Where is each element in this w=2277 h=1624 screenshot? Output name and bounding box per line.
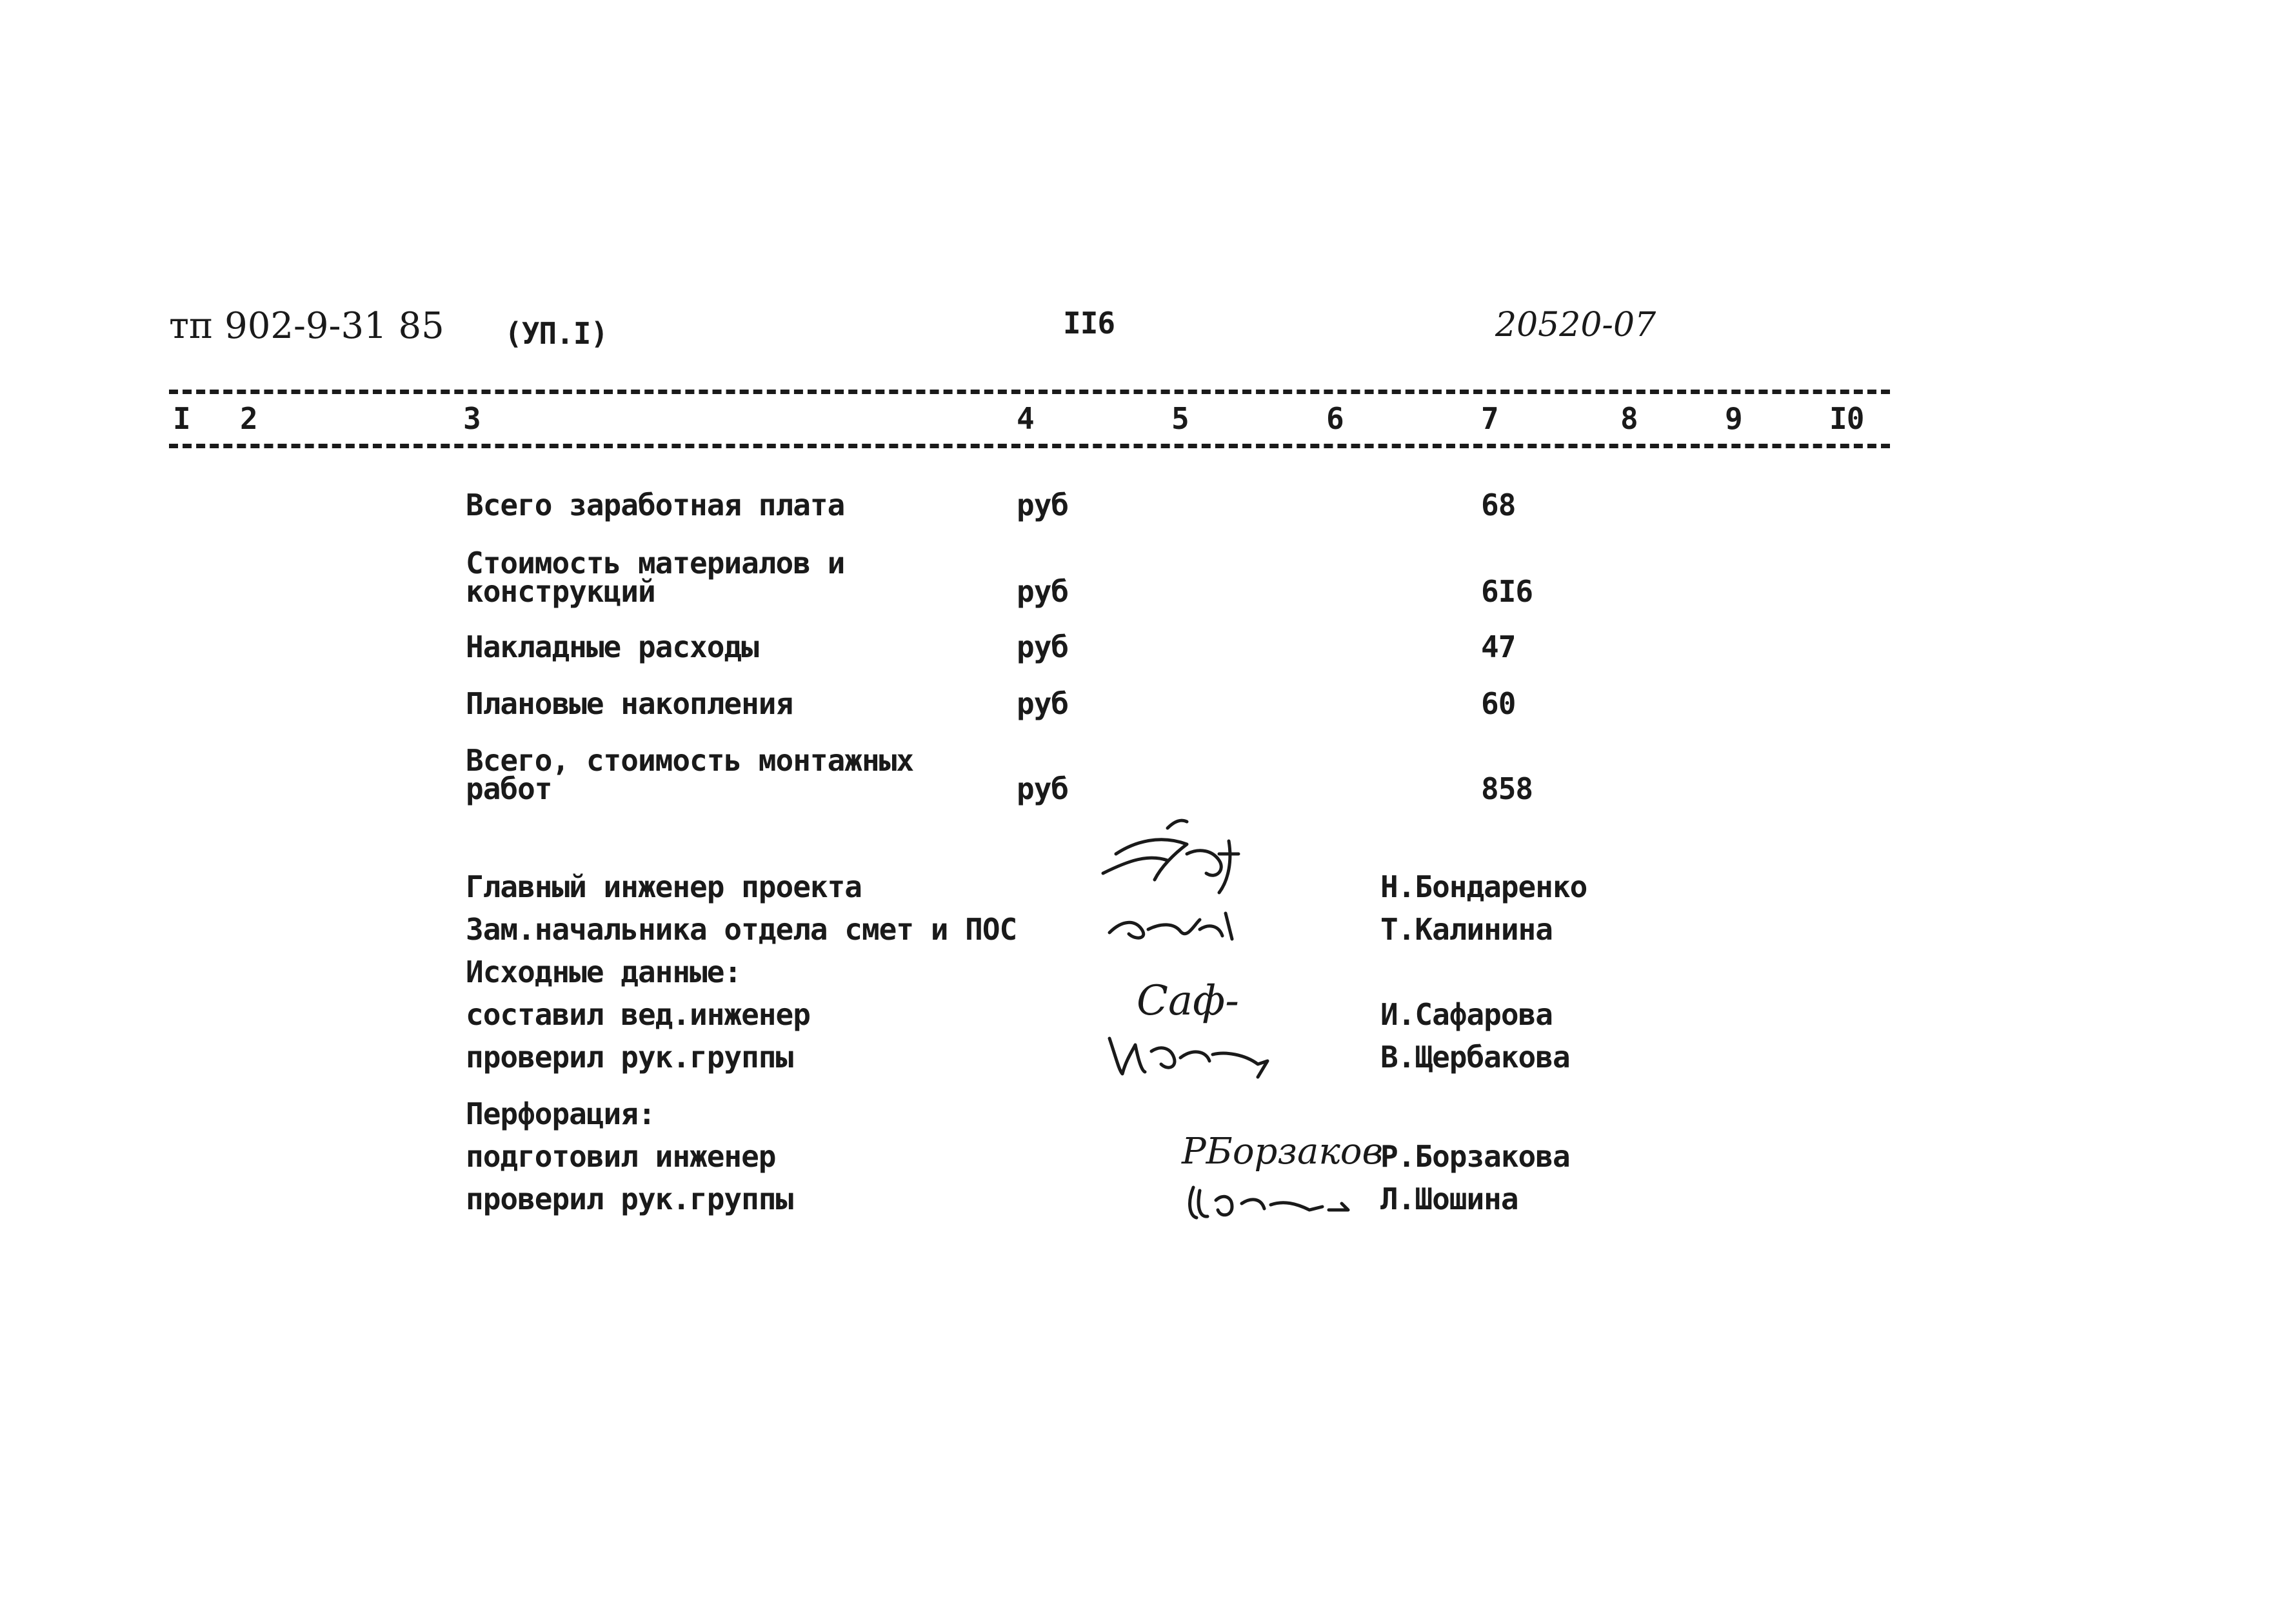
signer-role: Главный инженер проекта	[466, 869, 862, 904]
section-heading: Перфорация:	[466, 1096, 655, 1131]
column-number-4: 4	[1017, 401, 1034, 436]
signature-mark-kalinina	[1103, 900, 1245, 952]
signature-mark-shoshina	[1180, 1178, 1374, 1229]
signer-role: подготовил инженер	[466, 1139, 776, 1174]
row-unit: руб	[1017, 488, 1069, 522]
header-top-rule	[169, 390, 1890, 394]
volume-label: (УП.I)	[504, 316, 608, 351]
column-number-3: 3	[463, 401, 481, 436]
signer-name: Н.Бондаренко	[1380, 869, 1587, 904]
column-number-7: 7	[1481, 401, 1498, 436]
page-number: II6	[1063, 306, 1115, 341]
signer-role: составил вед.инженер	[466, 997, 810, 1032]
row-unit: руб	[1017, 629, 1069, 664]
signer-name: И.Сафарова	[1380, 997, 1553, 1032]
row-name: Плановые накопления	[466, 686, 793, 721]
row-name-line-2: работ	[466, 771, 552, 806]
column-number-5: 5	[1171, 401, 1189, 436]
row-name: Всего заработная плата	[466, 488, 845, 522]
signature-mark-bondarenko	[1090, 815, 1258, 906]
signer-role: проверил рук.группы	[466, 1182, 793, 1216]
column-number-6: 6	[1326, 401, 1344, 436]
signer-name: Р.Борзакова	[1380, 1139, 1570, 1174]
column-number-1: I	[173, 401, 190, 436]
row-unit: руб	[1017, 771, 1069, 806]
handwritten-signature: Саф-	[1137, 977, 1239, 1025]
row-value: 858	[1481, 771, 1533, 806]
signer-name: Т.Калинина	[1380, 912, 1553, 947]
row-unit: руб	[1017, 686, 1069, 721]
row-name-line-1: Стоимость материалов и	[466, 546, 845, 580]
column-number-2: 2	[240, 401, 257, 436]
row-name: Накладные расходы	[466, 629, 759, 664]
row-name-line-2: конструкций	[466, 574, 655, 609]
document-code: тп 902-9-31 85	[169, 305, 444, 347]
row-value: 68	[1481, 488, 1516, 522]
header-bottom-rule	[169, 444, 1890, 448]
section-heading: Исходные данные:	[466, 955, 742, 989]
signer-role: проверил рук.группы	[466, 1040, 793, 1074]
row-unit: руб	[1017, 574, 1069, 609]
column-number-9: 9	[1725, 401, 1742, 436]
row-value: 47	[1481, 629, 1516, 664]
signature-mark-shcherbakova	[1097, 1025, 1290, 1084]
signer-name: Л.Шошина	[1380, 1182, 1518, 1216]
row-value: 6I6	[1481, 574, 1533, 609]
handwritten-signature: РБорзаков	[1182, 1131, 1384, 1173]
signer-name: В.Щербакова	[1380, 1040, 1570, 1074]
document-number: 20520-07	[1495, 306, 1656, 344]
row-value: 60	[1481, 686, 1516, 721]
column-number-8: 8	[1620, 401, 1638, 436]
row-name-line-1: Всего, стоимость монтажных	[466, 743, 914, 778]
signer-role: Зам.начальника отдела смет и ПОС	[466, 912, 1017, 947]
column-number-10: I0	[1829, 401, 1864, 436]
